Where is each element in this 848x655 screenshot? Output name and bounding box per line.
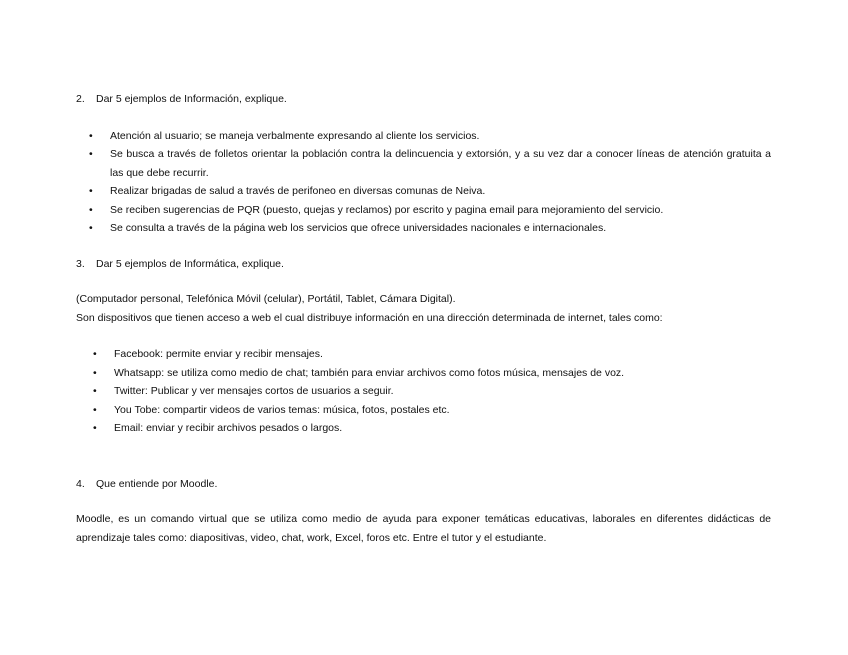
- section-3-intro-line-2: Son dispositivos que tienen acceso a web el cual distribuye información en una dirección determinada de internet, tales como:: [76, 311, 663, 324]
- section-4-number: 4.: [76, 477, 85, 490]
- section-4-paragraph: Moodle, es un comando virtual que se utiliza como medio de ayuda para exponer temáticas educativas, laborales en diferentes didácticas de aprendizaje tales como: diapositivas, video, chat, work, Excel, foros etc. Entre el tutor y el estudiante.: [76, 513, 771, 544]
- bullet-icon: •: [93, 385, 97, 397]
- list-item-text: Email: enviar y recibir archivos pesados o largos.: [114, 422, 343, 434]
- section-3-number: 3.: [76, 257, 85, 270]
- list-item-text: Facebook: permite enviar y recibir mensajes.: [114, 348, 323, 360]
- list-item-text: Se reciben sugerencias de PQR (puesto, quejas y reclamos) por escrito y pagina email para mejoramiento del servicio.: [110, 203, 664, 216]
- bullet-icon: •: [89, 222, 93, 234]
- list-item-text: Se consulta a través de la página web los servicios que ofrece universidades nacionales e internacionales.: [110, 222, 607, 234]
- section-2-heading: [76, 90, 771, 109]
- bullet-icon: •: [89, 185, 93, 197]
- section-3-heading: [76, 255, 771, 274]
- section-4-heading: [76, 475, 771, 494]
- bullet-icon: •: [89, 148, 93, 160]
- spacer: [76, 327, 771, 345]
- list-item-text: Twitter: Publicar y ver mensajes cortos de usuarios a seguir.: [114, 385, 394, 397]
- list-item-text: You Tobe: compartir videos de varios temas: música, fotos, postales etc.: [114, 403, 450, 416]
- bullet-icon: •: [93, 348, 97, 360]
- list-item: [76, 345, 771, 364]
- spacer: [76, 273, 771, 290]
- list-item: [76, 382, 771, 401]
- spacer: [76, 438, 771, 475]
- list-item: [76, 364, 771, 383]
- list-item-text: Se busca a través de folletos orientar la población contra la delincuencia y extorsión, y a su vez dar a conocer líneas de atención gratuita a las que debe recurrir.: [110, 148, 771, 179]
- document-page: [76, 90, 771, 547]
- list-item: [76, 182, 771, 201]
- section-3-intro-line-1: (Computador personal, Telefónica Móvil (celular), Portátil, Tablet, Cámara Digital).: [76, 293, 456, 305]
- list-item: [76, 145, 771, 182]
- spacer: [76, 493, 771, 510]
- spacer: [76, 238, 771, 255]
- section-2-list: [76, 127, 771, 238]
- section-3-title: Dar 5 ejemplos de Informática, explique.: [96, 257, 284, 270]
- list-item: [76, 219, 771, 238]
- list-item: [76, 419, 771, 438]
- bullet-icon: •: [93, 403, 97, 416]
- list-item: [76, 201, 771, 220]
- list-item-text: Realizar brigadas de salud a través de perifoneo en diversas comunas de Neiva.: [110, 185, 486, 197]
- list-item: [76, 127, 771, 146]
- bullet-icon: •: [89, 129, 93, 142]
- section-4-title: Que entiende por Moodle.: [96, 477, 218, 490]
- spacer: [76, 109, 771, 127]
- list-item: [76, 401, 771, 420]
- list-item-text: Whatsapp: se utiliza como medio de chat; también para enviar archivos como fotos música, mensajes de voz.: [114, 366, 625, 379]
- section-2-number: 2.: [76, 93, 85, 105]
- bullet-icon: •: [93, 422, 97, 434]
- section-3-list: [76, 345, 771, 438]
- bullet-icon: •: [93, 366, 97, 379]
- section-2-title: Dar 5 ejemplos de Información, explique.: [96, 93, 287, 105]
- list-item-text: Atención al usuario; se maneja verbalmente expresando al cliente los servicios.: [110, 129, 480, 142]
- bullet-icon: •: [89, 203, 93, 216]
